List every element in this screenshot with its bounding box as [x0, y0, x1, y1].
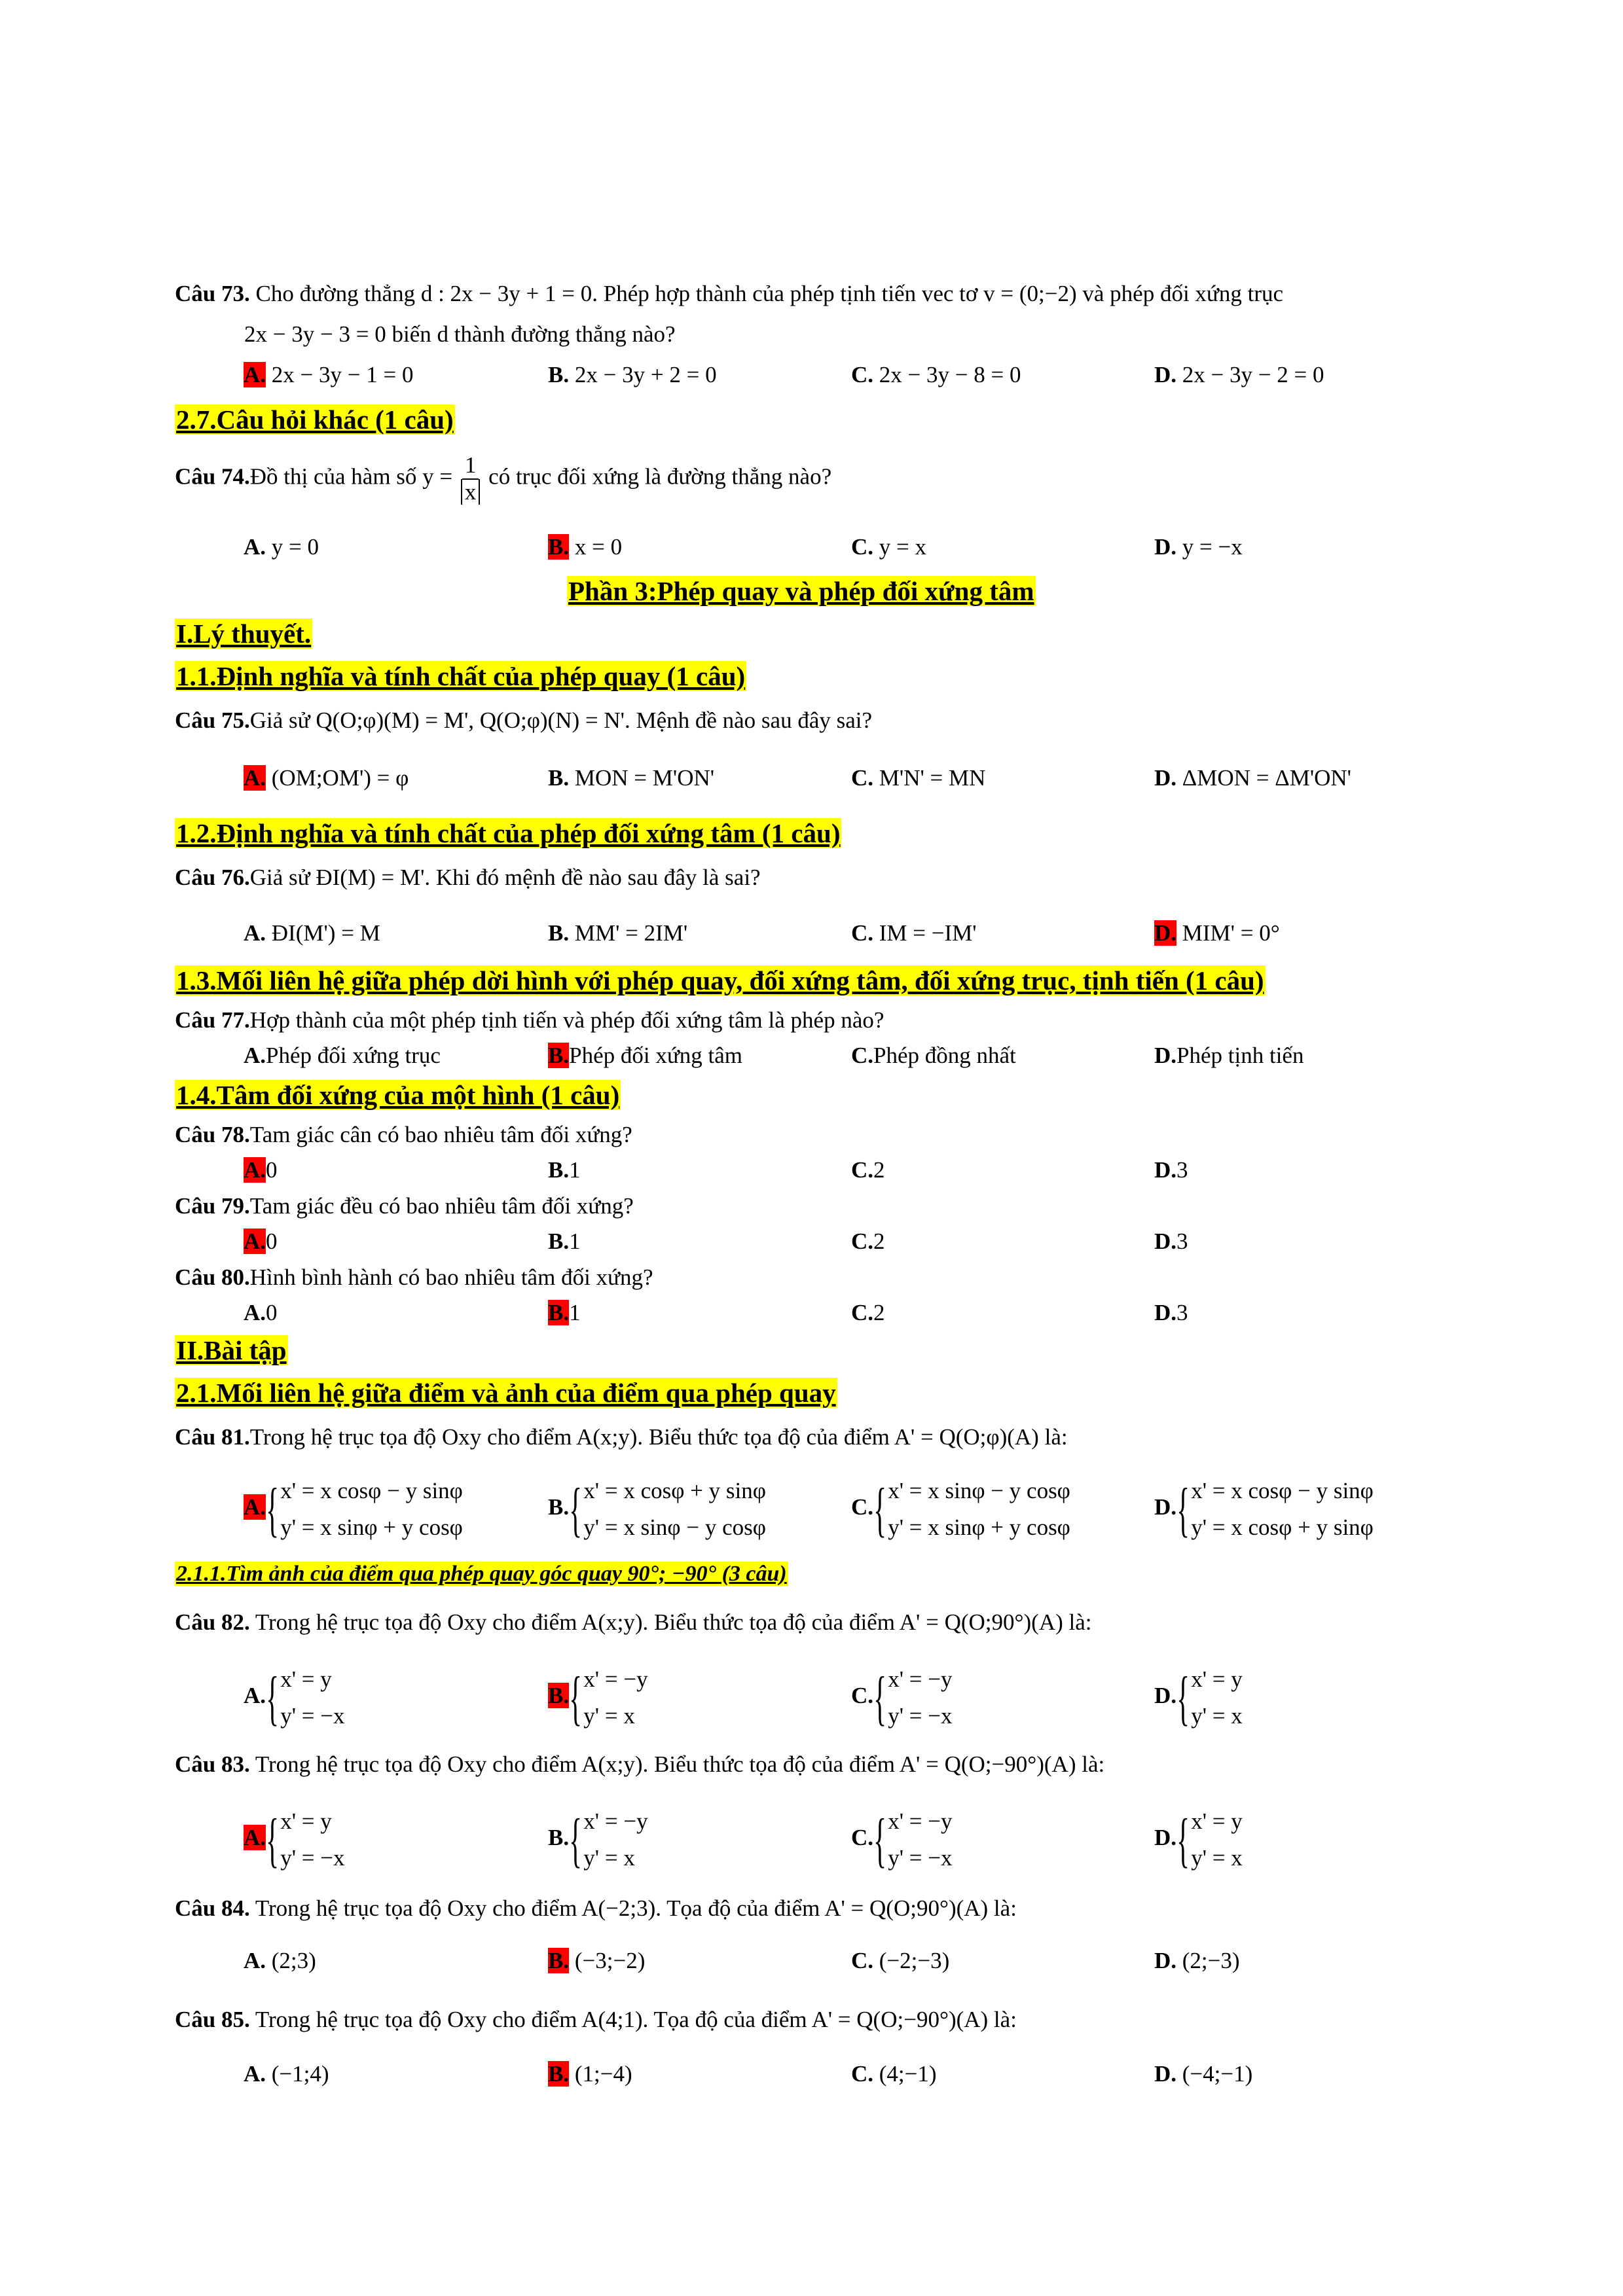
option-c[interactable]: C. 2x − 3y − 8 = 0 [851, 362, 1021, 387]
section-heading-II: II.Bài tập [176, 1335, 287, 1365]
answer-marker: A. [244, 1494, 266, 1520]
option-b[interactable]: B. MON = M'ON' [548, 765, 715, 791]
question-85: Câu 85. Trong hệ trục tọa độ Oxy cho điểm A(4;1). Tọa độ của điểm A' = Q(O;−90°)(A) là: [175, 2007, 1017, 2032]
option-a[interactable]: A.0 [244, 1300, 278, 1325]
answer-marker: B. [548, 1043, 570, 1068]
option-b[interactable]: B.Phép đối xứng tâm [548, 1043, 743, 1068]
option-b[interactable]: B. (1;−4) [548, 2061, 632, 2087]
option-d[interactable]: D. { x' = x cosφ − y sinφ y' = x cosφ + y sinφ [1154, 1476, 1374, 1543]
option-c[interactable]: C. IM = −IM' [851, 920, 977, 946]
option-a[interactable]: A. (2;3) [244, 1948, 316, 1973]
option-b[interactable]: B. { x' = −y y' = x [548, 1806, 648, 1873]
option-d[interactable]: D. MIM' = 0° [1154, 920, 1280, 946]
answer-marker: B. [548, 1300, 570, 1325]
question-77: Câu 77.Hợp thành của một phép tịnh tiến và phép đối xứng tâm là phép nào? [175, 1007, 884, 1033]
question-84: Câu 84. Trong hệ trục tọa độ Oxy cho điểm A(−2;3). Tọa độ của điểm A' = Q(O;90°)(A) là: [175, 1895, 1017, 1921]
option-b[interactable]: B. (−3;−2) [548, 1948, 646, 1973]
part-title: Phần 3:Phép quay và phép đối xứng tâm [568, 576, 1034, 606]
question-76: Câu 76.Giả sử ĐI(M) = M'. Khi đó mệnh đề nào sau đây là sai? [175, 865, 761, 890]
section-heading-2-7: 2.7.Câu hỏi khác (1 câu) [176, 404, 454, 435]
option-c[interactable]: C.2 [851, 1300, 885, 1325]
question-79: Câu 79.Tam giác đều có bao nhiêu tâm đối xứng? [175, 1193, 634, 1219]
option-a[interactable]: A.Phép đối xứng trục [244, 1043, 441, 1068]
option-b[interactable]: B. MM' = 2IM' [548, 920, 688, 946]
question-73-line2: 2x − 3y − 3 = 0 biến d thành đường thẳng nào? [244, 321, 676, 347]
option-a[interactable]: A. (−1;4) [244, 2061, 329, 2087]
option-b[interactable]: B.1 [548, 1229, 581, 1254]
question-81: Câu 81.Trong hệ trục tọa độ Oxy cho điểm A(x;y). Biểu thức tọa độ của điểm A' = Q(O;φ)(A) là: [175, 1424, 1068, 1450]
option-b[interactable]: B. 2x − 3y + 2 = 0 [548, 362, 717, 387]
option-a[interactable]: A. { x' = y y' = −x [244, 1664, 345, 1731]
answer-marker: B. [548, 1683, 570, 1709]
option-c[interactable]: C. M'N' = MN [851, 765, 986, 791]
option-b[interactable]: B. x = 0 [548, 534, 623, 560]
answer-marker: B. [548, 2061, 570, 2087]
option-d[interactable]: D. y = −x [1154, 534, 1243, 560]
question-73 [175, 280, 1283, 308]
option-b[interactable]: B. { x' = x cosφ + y sinφ y' = x sinφ − y cosφ [548, 1476, 766, 1543]
answer-marker: A. [244, 1157, 266, 1183]
section-heading-1-3: 1.3.Mối liên hệ giữa phép dời hình với phép quay, đối xứng tâm, đối xứng trục, tịnh tiến (1 câu) [176, 965, 1264, 996]
answer-marker: B. [548, 534, 570, 560]
option-d[interactable]: D. (−4;−1) [1154, 2061, 1253, 2087]
option-a[interactable]: A.0 [244, 1157, 278, 1183]
option-c[interactable]: C. (−2;−3) [851, 1948, 950, 1973]
section-heading-2-1-1: 2.1.1.Tìm ảnh của điểm qua phép quay góc quay 90°; −90° (3 câu) [176, 1562, 787, 1586]
question-83: Câu 83. Trong hệ trục tọa độ Oxy cho điểm A(x;y). Biểu thức tọa độ của điểm A' = Q(O;−90°)(A) là: [175, 1751, 1105, 1777]
answer-marker: A. [244, 765, 266, 791]
option-a[interactable]: A.0 [244, 1229, 278, 1254]
option-d[interactable]: D.3 [1154, 1157, 1188, 1183]
option-d[interactable]: D. { x' = y y' = x [1154, 1664, 1243, 1731]
answer-marker: B. [548, 1948, 570, 1973]
option-c[interactable]: C. { x' = −y y' = −x [851, 1806, 953, 1873]
option-d[interactable]: D.3 [1154, 1229, 1188, 1254]
section-heading-2-1: 2.1.Mối liên hệ giữa điểm và ảnh của điểm qua phép quay [176, 1378, 836, 1408]
option-a[interactable]: A. (OM;OM') = φ [244, 765, 409, 791]
option-a[interactable]: A. { x' = x cosφ − y sinφ y' = x sinφ + y cosφ [244, 1476, 463, 1543]
option-a[interactable]: A. 2x − 3y − 1 = 0 [244, 362, 414, 387]
section-heading-1-4: 1.4.Tâm đối xứng của một hình (1 câu) [176, 1080, 620, 1110]
fraction: $\frac{1}{x}$ [458, 453, 483, 505]
option-c[interactable]: C. { x' = x sinφ − y cosφ y' = x sinφ + y cosφ [851, 1476, 1070, 1543]
question-75: Câu 75.Giả sử Q(O;φ)(M) = M', Q(O;φ)(N) = N'. Mệnh đề nào sau đây sai? [175, 708, 873, 733]
option-d[interactable]: D. 2x − 3y − 2 = 0 [1154, 362, 1324, 387]
option-c[interactable]: C. { x' = −y y' = −x [851, 1664, 953, 1731]
option-c[interactable]: C. y = x [851, 534, 927, 560]
option-a[interactable]: A. ĐI(M') = M [244, 920, 380, 946]
answer-marker: A. [244, 362, 266, 387]
answer-marker: D. [1154, 920, 1177, 946]
section-heading-1-2: 1.2.Định nghĩa và tính chất của phép đối xứng tâm (1 câu) [176, 818, 841, 848]
option-c[interactable]: C. (4;−1) [851, 2061, 937, 2087]
question-74: Câu 74.Đồ thị của hàm số y = $\frac{1}{x}$ có trục đối xứng là đường thẳng nào? [175, 452, 832, 505]
question-78: Câu 78.Tam giác cân có bao nhiêu tâm đối xứng? [175, 1122, 632, 1147]
option-b[interactable]: B.1 [548, 1300, 581, 1325]
option-d[interactable]: D. { x' = y y' = x [1154, 1806, 1243, 1873]
option-b[interactable]: B.1 [548, 1157, 581, 1183]
question-80: Câu 80.Hình bình hành có bao nhiêu tâm đối xứng? [175, 1265, 653, 1290]
question-82: Câu 82. Trong hệ trục tọa độ Oxy cho điểm A(x;y). Biểu thức tọa độ của điểm A' = Q(O;90°)(A) là: [175, 1609, 1092, 1635]
option-d[interactable]: D.3 [1154, 1300, 1188, 1325]
option-d[interactable]: D.Phép tịnh tiến [1154, 1043, 1304, 1068]
option-d[interactable]: D. (2;−3) [1154, 1948, 1240, 1973]
option-c[interactable]: C.2 [851, 1157, 885, 1183]
answer-marker: A. [244, 1825, 266, 1851]
option-d[interactable]: D. ΔMON = ΔM'ON' [1154, 765, 1351, 791]
section-heading-I: I.Lý thuyết. [176, 619, 312, 649]
option-a[interactable]: A. { x' = y y' = −x [244, 1806, 345, 1873]
section-heading-1-1: 1.1.Định nghĩa và tính chất của phép quay (1 câu) [176, 661, 746, 691]
option-c[interactable]: C.2 [851, 1229, 885, 1254]
option-a[interactable]: A. y = 0 [244, 534, 319, 560]
option-b[interactable]: B. { x' = −y y' = x [548, 1664, 648, 1731]
question-label: Câu 73. [175, 281, 250, 306]
answer-marker: A. [244, 1229, 266, 1254]
option-c[interactable]: C.Phép đồng nhất [851, 1043, 1016, 1068]
question-text: Cho đường thẳng d : 2x − 3y + 1 = 0. Phép hợp thành của phép tịnh tiến vec tơ v = (0;−2) và phép đối xứng trục [249, 281, 1284, 306]
